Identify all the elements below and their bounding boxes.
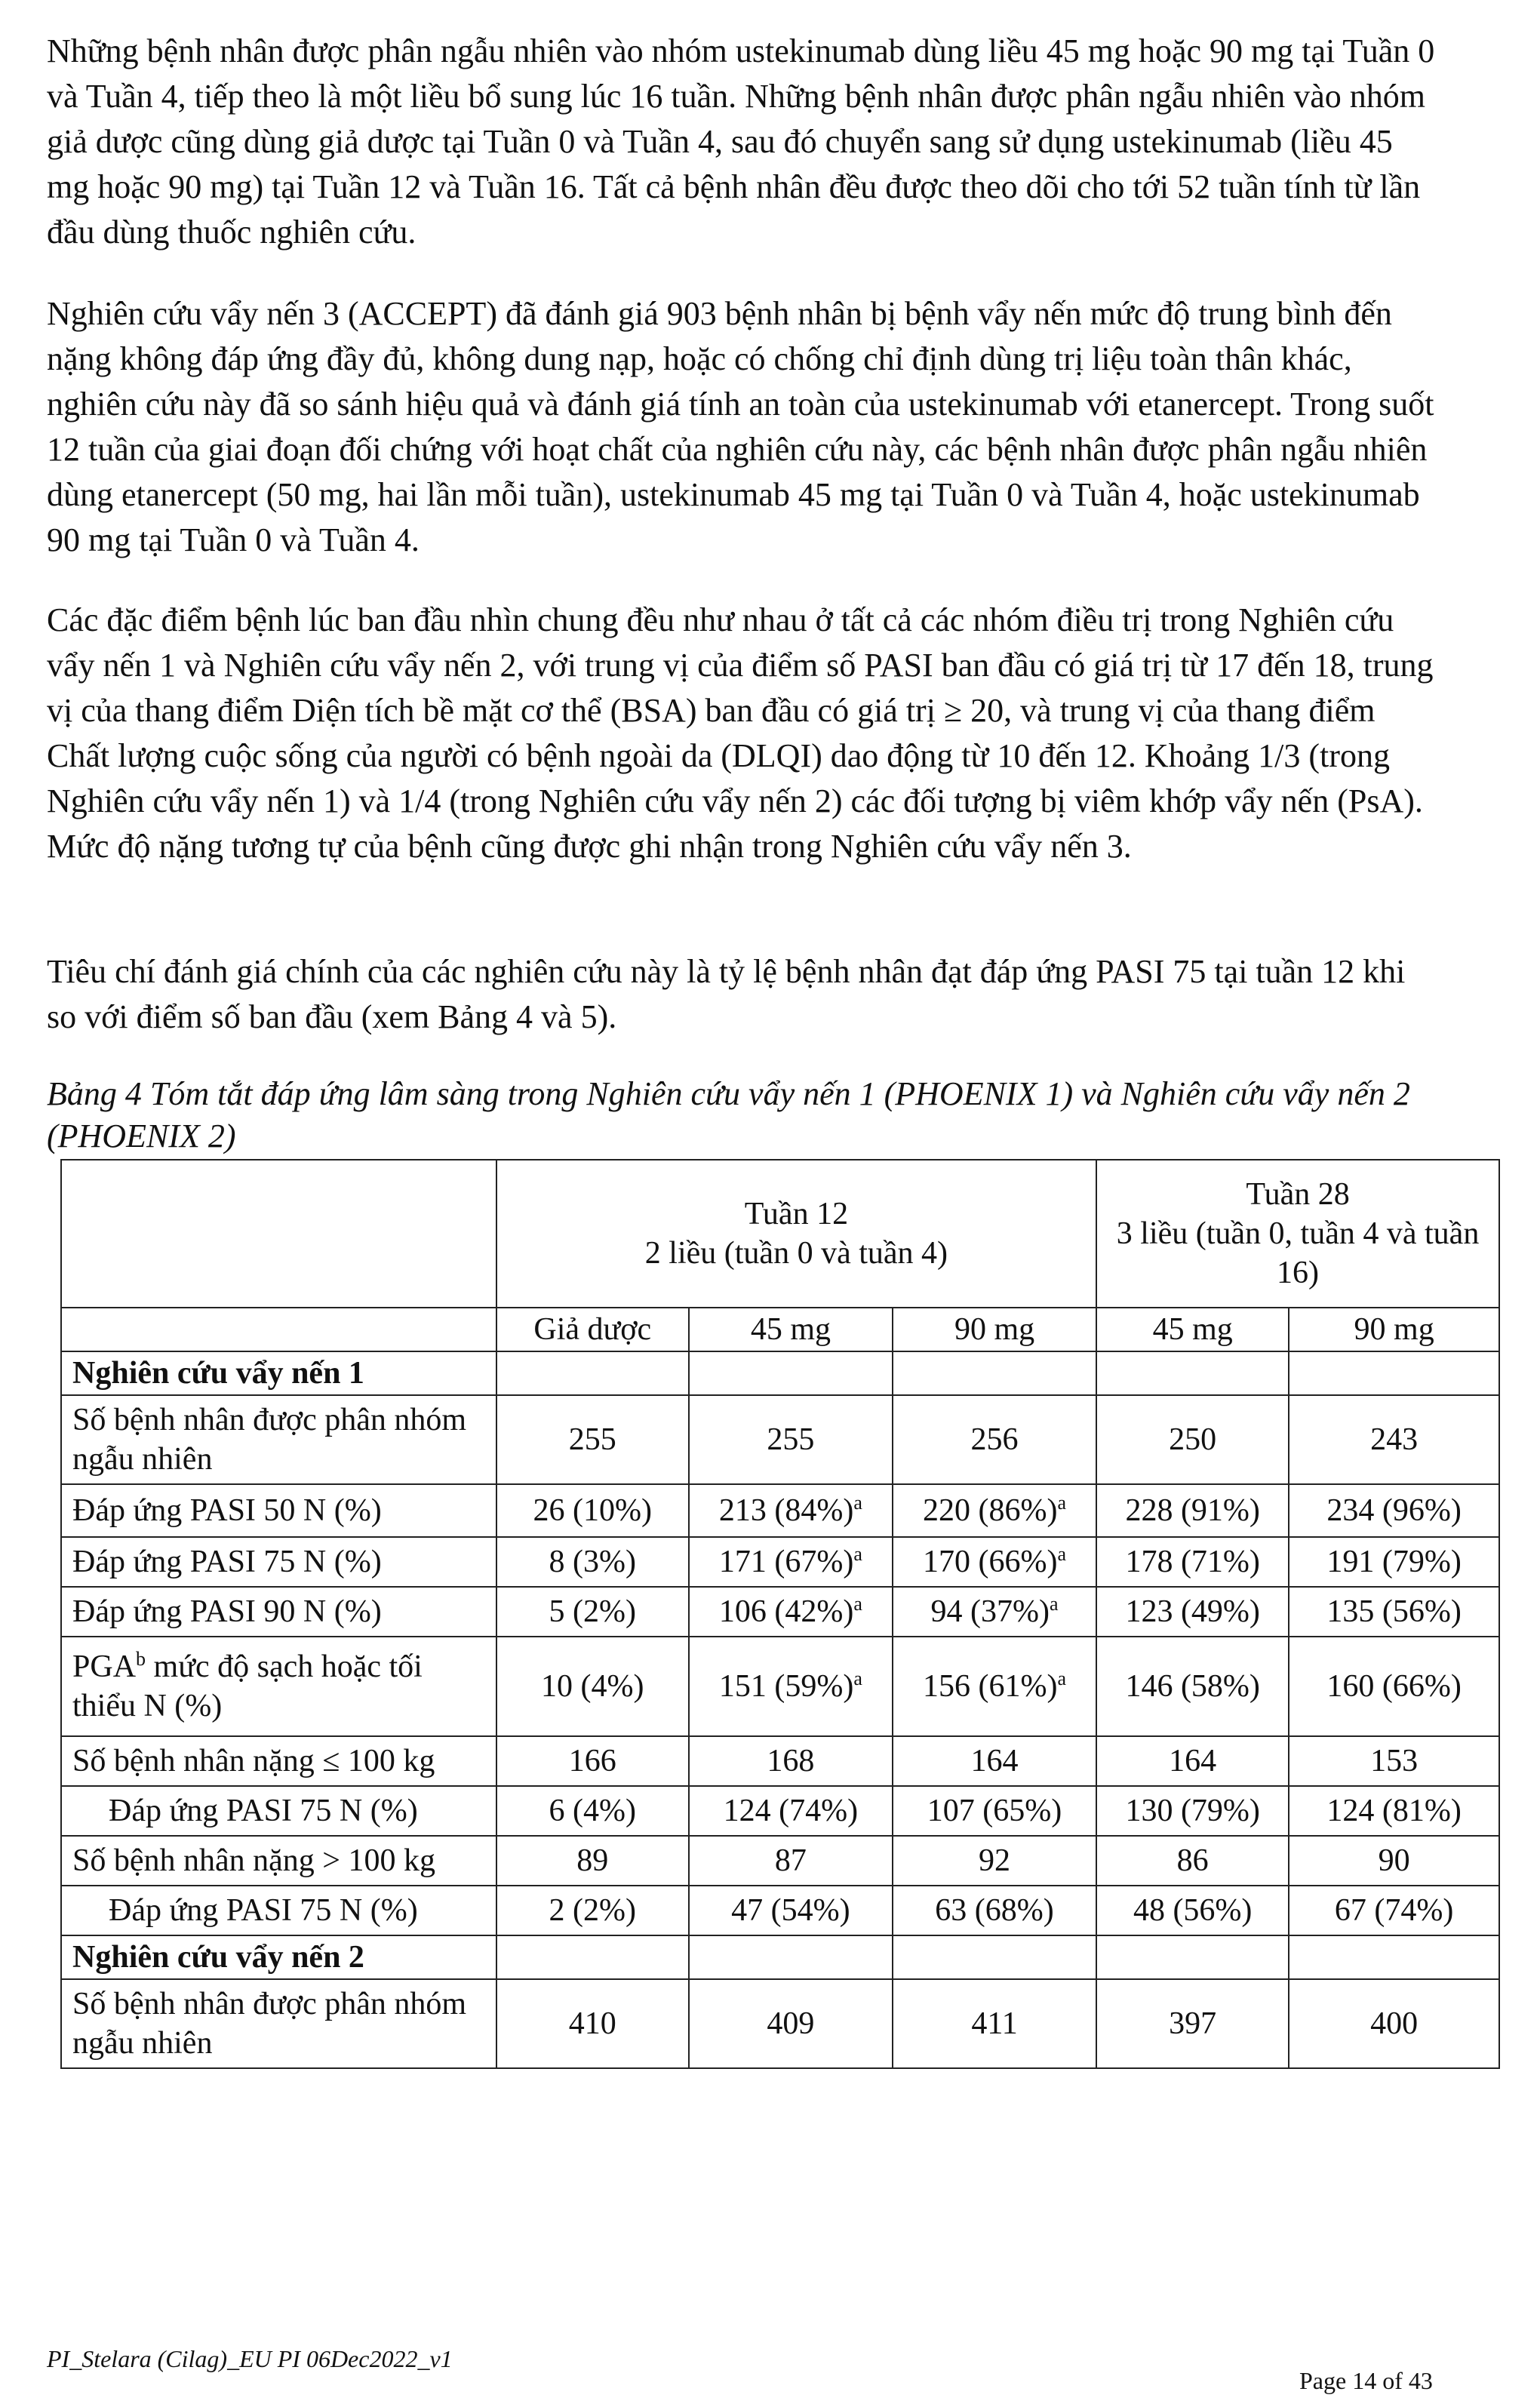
value-cell: [893, 1484, 1096, 1537]
table-row: [61, 1886, 1499, 1935]
significance-marker: a: [1050, 1593, 1059, 1615]
cell-value: 228 (91%): [1125, 1493, 1260, 1528]
cell-value: 160 (66%): [1326, 1669, 1462, 1704]
value-cell: [689, 1537, 893, 1587]
significance-marker: a: [1057, 1492, 1067, 1514]
value-cell: [1096, 1886, 1289, 1935]
paragraph-accept-study: Nghiên cứu vẩy nến 3 (ACCEPT) đã đánh giá 903 bệnh nhân bị bệnh vẩy nến mức độ trung bình đến nặng không đáp ứng đầy đủ, không dung nạp, hoặc có chống chỉ định dùng trị liệu toàn thân khác, nghiên cứu này đã so sánh hiệu quả và đánh giá tính an toàn của ustekinumab với etanercept. Trong suốt 12 tuần của giai đoạn đối chứng với hoạt chất của nghiên cứu này, các bệnh nhân được phân ngẫu nhiên dùng etanercept (50 mg, hai lần mỗi tuần), ustekinumab 45 mg tại Tuần 0 và Tuần 4, hoặc ustekinumab 90 mg tại Tuần 0 và Tuần 4.: [47, 295, 1434, 558]
value-cell: [496, 1786, 689, 1836]
cell-value: 255: [568, 1422, 616, 1457]
cell-value: 156 (61%): [923, 1669, 1058, 1704]
value-cell: [1096, 1587, 1289, 1637]
cell-value: 124 (74%): [723, 1794, 859, 1828]
empty-cell: [689, 1935, 893, 1979]
cell-value: 89: [576, 1843, 609, 1878]
clinical-response-table: [60, 1159, 1500, 2069]
header-week-12: [496, 1160, 1096, 1308]
empty-cell: [496, 1351, 689, 1395]
table-row: [61, 1587, 1499, 1637]
table-row: [61, 1395, 1499, 1484]
cell-value: 397: [1169, 2006, 1217, 2041]
cell-value: 47 (54%): [731, 1893, 850, 1928]
row-label: Đáp ứng PASI 50 N (%): [61, 1484, 496, 1537]
cell-value: 168: [767, 1744, 815, 1778]
value-cell: [893, 1736, 1096, 1786]
value-cell: [1289, 1637, 1499, 1736]
significance-marker: a: [1057, 1543, 1067, 1565]
paragraph-dosing: Những bệnh nhân được phân ngẫu nhiên vào nhóm ustekinumab dùng liều 45 mg hoặc 90 mg tại Tuần 0 và Tuần 4, tiếp theo là một liều bổ sung lúc 16 tuần. Những bệnh nhân được phân ngẫu nhiên vào nhóm giả dược cũng dùng giả dược tại Tuần 0 và Tuần 4, sau đó chuyển sang sử dụng ustekinumab (liều 45 mg hoặc 90 mg) tại Tuần 12 và Tuần 16. Tất cả bệnh nhân đều được theo dõi cho tới 52 tuần tính từ lần đầu dùng thuốc nghiên cứu.: [47, 32, 1435, 251]
cell-value: 171 (67%): [718, 1545, 854, 1579]
value-cell: [1096, 1484, 1289, 1537]
cell-value: 26 (10%): [533, 1493, 653, 1528]
cell-value: 213 (84%): [718, 1493, 854, 1528]
cell-value: 130 (79%): [1125, 1794, 1260, 1828]
cell-value: 67 (74%): [1334, 1893, 1454, 1928]
row-label: Đáp ứng PASI 75 N (%): [61, 1537, 496, 1587]
column-45mg-week12: 45 mg: [689, 1308, 893, 1351]
cell-value: 234 (96%): [1326, 1493, 1462, 1528]
paragraph-primary-endpoint: Tiêu chí đánh giá chính của các nghiên cứu này là tỷ lệ bệnh nhân đạt đáp ứng PASI 75 tại tuần 12 khi so với điểm số ban đầu (xem Bảng 4 và 5).: [47, 953, 1406, 1035]
value-cell: [1289, 1736, 1499, 1786]
cell-value: 256: [970, 1422, 1019, 1457]
significance-marker: a: [853, 1492, 862, 1514]
value-cell: [1096, 1537, 1289, 1587]
table-header-group-row: [61, 1160, 1499, 1308]
value-cell: [1289, 1537, 1499, 1587]
cell-value: 153: [1370, 1744, 1419, 1778]
value-cell: [689, 1886, 893, 1935]
value-cell: [1289, 1587, 1499, 1637]
header-week-28-doses: 3 liều (tuần 0, tuần 4 và tuần 16): [1116, 1216, 1480, 1290]
table-row: [61, 1736, 1499, 1786]
value-cell: [1289, 1979, 1499, 2068]
section-row-study-1: [61, 1351, 1499, 1395]
cell-value: 255: [767, 1422, 815, 1457]
header-empty-cell: [61, 1308, 496, 1351]
empty-cell: [689, 1351, 893, 1395]
value-cell: [893, 1786, 1096, 1836]
value-cell: [496, 1395, 689, 1484]
value-cell: [1096, 1637, 1289, 1736]
value-cell: [893, 1537, 1096, 1587]
value-cell: [893, 1587, 1096, 1637]
header-week-12-title: Tuần 12: [744, 1197, 849, 1231]
cell-value: 151 (59%): [718, 1669, 854, 1704]
value-cell: [893, 1979, 1096, 2068]
empty-cell: [1096, 1351, 1289, 1395]
cell-value: 170 (66%): [923, 1545, 1058, 1579]
significance-marker: a: [853, 1668, 862, 1689]
row-label: Số bệnh nhân nặng ≤ 100 kg: [61, 1736, 496, 1786]
row-label: Đáp ứng PASI 75 N (%): [61, 1886, 496, 1935]
section-row-study-2: [61, 1935, 1499, 1979]
header-week-12-doses: 2 liều (tuần 0 và tuần 4): [644, 1236, 948, 1271]
empty-cell: [893, 1351, 1096, 1395]
empty-cell: [1289, 1351, 1499, 1395]
cell-value: 410: [568, 2006, 616, 2041]
value-cell: [689, 1637, 893, 1736]
column-placebo: Giả dược: [496, 1308, 689, 1351]
cell-value: 146 (58%): [1125, 1669, 1260, 1704]
table-row: [61, 1979, 1499, 2068]
value-cell: [1289, 1484, 1499, 1537]
footer-page-number: Page 14 of 43: [1299, 2367, 1433, 2394]
value-cell: [689, 1979, 893, 2068]
value-cell: [689, 1395, 893, 1484]
value-cell: [496, 1979, 689, 2068]
cell-value: 106 (42%): [718, 1594, 854, 1629]
significance-marker: a: [853, 1593, 862, 1615]
value-cell: [689, 1736, 893, 1786]
cell-value: 48 (56%): [1133, 1893, 1253, 1928]
empty-cell: [1289, 1935, 1499, 1979]
empty-cell: [893, 1935, 1096, 1979]
cell-value: 135 (56%): [1326, 1594, 1462, 1629]
value-cell: [893, 1836, 1096, 1886]
cell-value: 250: [1169, 1422, 1217, 1457]
cell-value: 63 (68%): [935, 1893, 1054, 1928]
cell-value: 243: [1370, 1422, 1419, 1457]
cell-value: 2 (2%): [549, 1893, 637, 1928]
table-header-column-row: [61, 1308, 1499, 1351]
value-cell: [1289, 1786, 1499, 1836]
table-row: [61, 1836, 1499, 1886]
value-cell: [689, 1484, 893, 1537]
row-label: Đáp ứng PASI 75 N (%): [61, 1786, 496, 1836]
value-cell: [496, 1886, 689, 1935]
table-caption: Bảng 4 Tóm tắt đáp ứng lâm sàng trong Nghiên cứu vẩy nến 1 (PHOENIX 1) và Nghiên cứu vẩy nến 2 (PHOENIX 2): [47, 1075, 1410, 1154]
cell-value: 164: [1169, 1744, 1217, 1778]
cell-value: 166: [568, 1744, 616, 1778]
significance-marker: a: [853, 1543, 862, 1565]
cell-value: 94 (37%): [930, 1594, 1050, 1629]
value-cell: [496, 1537, 689, 1587]
value-cell: [496, 1587, 689, 1637]
cell-value: 400: [1370, 2006, 1419, 2041]
value-cell: [496, 1484, 689, 1537]
row-label: [61, 1637, 496, 1736]
cell-value: 124 (81%): [1326, 1794, 1462, 1828]
value-cell: [496, 1836, 689, 1886]
value-cell: [1289, 1836, 1499, 1886]
cell-value: 220 (86%): [923, 1493, 1058, 1528]
empty-cell: [1096, 1935, 1289, 1979]
value-cell: [496, 1637, 689, 1736]
cell-value: 90: [1378, 1843, 1410, 1878]
cell-value: 409: [767, 2006, 815, 2041]
column-45mg-week28: 45 mg: [1096, 1308, 1289, 1351]
footnote-marker: b: [136, 1648, 146, 1670]
value-cell: [689, 1836, 893, 1886]
significance-marker: a: [1057, 1668, 1067, 1689]
empty-cell: [496, 1935, 689, 1979]
header-empty-cell: [61, 1160, 496, 1308]
section-label: Nghiên cứu vẩy nến 1: [61, 1351, 496, 1395]
cell-value: 178 (71%): [1125, 1545, 1260, 1579]
cell-value: 6 (4%): [549, 1794, 637, 1828]
footer-document-id: PI_Stelara (Cilag)_EU PI 06Dec2022_v1: [47, 2345, 453, 2372]
value-cell: [893, 1395, 1096, 1484]
value-cell: [1096, 1979, 1289, 2068]
row-label: Đáp ứng PASI 90 N (%): [61, 1587, 496, 1637]
value-cell: [1289, 1395, 1499, 1484]
cell-value: 123 (49%): [1125, 1594, 1260, 1629]
header-week-28: [1096, 1160, 1499, 1308]
value-cell: [689, 1786, 893, 1836]
value-cell: [893, 1886, 1096, 1935]
cell-value: 107 (65%): [927, 1794, 1062, 1828]
column-90mg-week28: 90 mg: [1289, 1308, 1499, 1351]
table-row: [61, 1786, 1499, 1836]
column-90mg-week12: 90 mg: [893, 1308, 1096, 1351]
value-cell: [1096, 1736, 1289, 1786]
table-row: [61, 1637, 1499, 1736]
row-label: Số bệnh nhân được phân nhóm ngẫu nhiên: [61, 1395, 496, 1484]
row-label-text: mức độ sạch hoặc tối thiểu N (%): [72, 1649, 423, 1723]
cell-value: 164: [970, 1744, 1019, 1778]
cell-value: 92: [979, 1843, 1011, 1878]
value-cell: [689, 1587, 893, 1637]
cell-value: 411: [971, 2006, 1018, 2041]
row-label-prefix: PGA: [72, 1649, 137, 1684]
cell-value: 10 (4%): [541, 1669, 644, 1704]
row-label: Số bệnh nhân được phân nhóm ngẫu nhiên: [61, 1979, 496, 2068]
section-label: Nghiên cứu vẩy nến 2: [61, 1935, 496, 1979]
cell-value: 8 (3%): [549, 1545, 637, 1579]
cell-value: 87: [774, 1843, 807, 1878]
cell-value: 5 (2%): [549, 1594, 637, 1629]
value-cell: [1289, 1886, 1499, 1935]
value-cell: [893, 1637, 1096, 1736]
header-week-28-title: Tuần 28: [1246, 1177, 1350, 1212]
cell-value: 86: [1176, 1843, 1209, 1878]
cell-value: 191 (79%): [1326, 1545, 1462, 1579]
table-row: [61, 1484, 1499, 1537]
table-row: [61, 1537, 1499, 1587]
value-cell: [1096, 1395, 1289, 1484]
value-cell: [1096, 1786, 1289, 1836]
row-label: Số bệnh nhân nặng > 100 kg: [61, 1836, 496, 1886]
paragraph-baseline-characteristics: Các đặc điểm bệnh lúc ban đầu nhìn chung đều như nhau ở tất cả các nhóm điều trị trong Nghiên cứu vẩy nến 1 và Nghiên cứu vẩy nến 2, với trung vị của điểm số PASI ban đầu có giá trị từ 17 đến 18, trung vị của thang điểm Diện tích bề mặt cơ thể (BSA) ban đầu có giá trị ≥ 20, và trung vị của thang điểm Chất lượng cuộc sống của người có bệnh ngoài da (DLQI) dao động từ 10 đến 12. Khoảng 1/3 (trong Nghiên cứu vẩy nến 1) và 1/4 (trong Nghiên cứu vẩy nến 2) các đối tượng bị viêm khớp vẩy nến (PsA). Mức độ nặng tương tự của bệnh cũng được ghi nhận trong Nghiên cứu vẩy nến 3.: [47, 601, 1434, 865]
value-cell: [1096, 1836, 1289, 1886]
value-cell: [496, 1736, 689, 1786]
